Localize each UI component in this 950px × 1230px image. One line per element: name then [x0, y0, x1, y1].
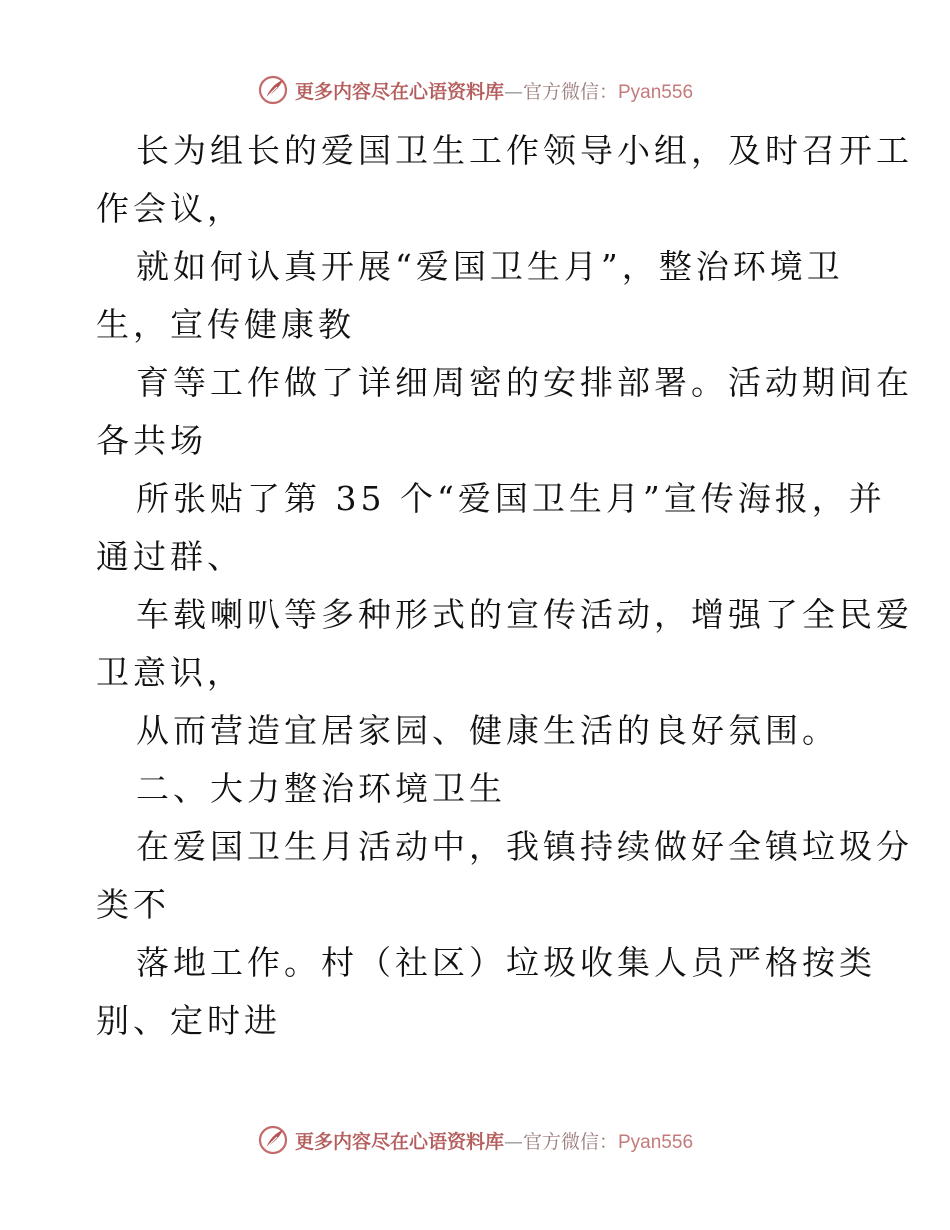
- header-wechat-label: 官方微信：: [522, 80, 618, 103]
- body-line: 通过群、: [96, 537, 244, 576]
- body-line: 作会议，: [96, 189, 244, 228]
- feather-pen-logo-icon: [257, 74, 289, 106]
- body-line: 从而营造宜居家园、健康生活的良好氛围。: [136, 711, 839, 750]
- document-body: [96, 122, 913, 1050]
- footer-separator: —: [503, 1130, 523, 1153]
- body-line: 生，宣传健康教: [96, 305, 355, 344]
- footer-brand: 更多内容尽在心语资料库: [294, 1130, 504, 1153]
- body-line: 长为组长的爱国卫生工作领导小组，及时召开工: [136, 131, 913, 170]
- body-line: 车载喇叭等多种形式的宣传活动，增强了全民爱: [136, 595, 913, 634]
- body-line: 就如何认真开展“爱国卫生月”，整治环境卫: [136, 247, 844, 286]
- body-line: 育等工作做了详细周密的安排部署。活动期间在: [136, 363, 913, 402]
- header-watermark: [0, 70, 950, 110]
- feather-pen-logo-icon: [257, 1124, 289, 1156]
- footer-watermark: [0, 1120, 950, 1160]
- body-line: 别、定时进: [96, 1001, 281, 1040]
- footer-wechat-label: 官方微信：: [522, 1130, 618, 1153]
- body-line: 各共场: [96, 421, 207, 460]
- footer-wechat-id: Pyan556: [618, 1131, 694, 1153]
- body-line: 所张贴了第 35 个“爱国卫生月”宣传海报，并: [136, 479, 886, 518]
- header-wechat-id: Pyan556: [618, 81, 694, 103]
- header-watermark-text: [295, 77, 693, 104]
- body-line: 卫意识，: [96, 653, 244, 692]
- body-line: 类不: [96, 885, 170, 924]
- body-line: 在爱国卫生月活动中，我镇持续做好全镇垃圾分: [136, 827, 913, 866]
- body-line: 落地工作。村（社区）垃圾收集人员严格按类: [136, 943, 876, 982]
- section-heading: 二、大力整治环境卫生: [136, 769, 506, 808]
- header-separator: —: [503, 80, 523, 103]
- footer-watermark-text: [295, 1127, 693, 1154]
- header-brand: 更多内容尽在心语资料库: [294, 80, 504, 103]
